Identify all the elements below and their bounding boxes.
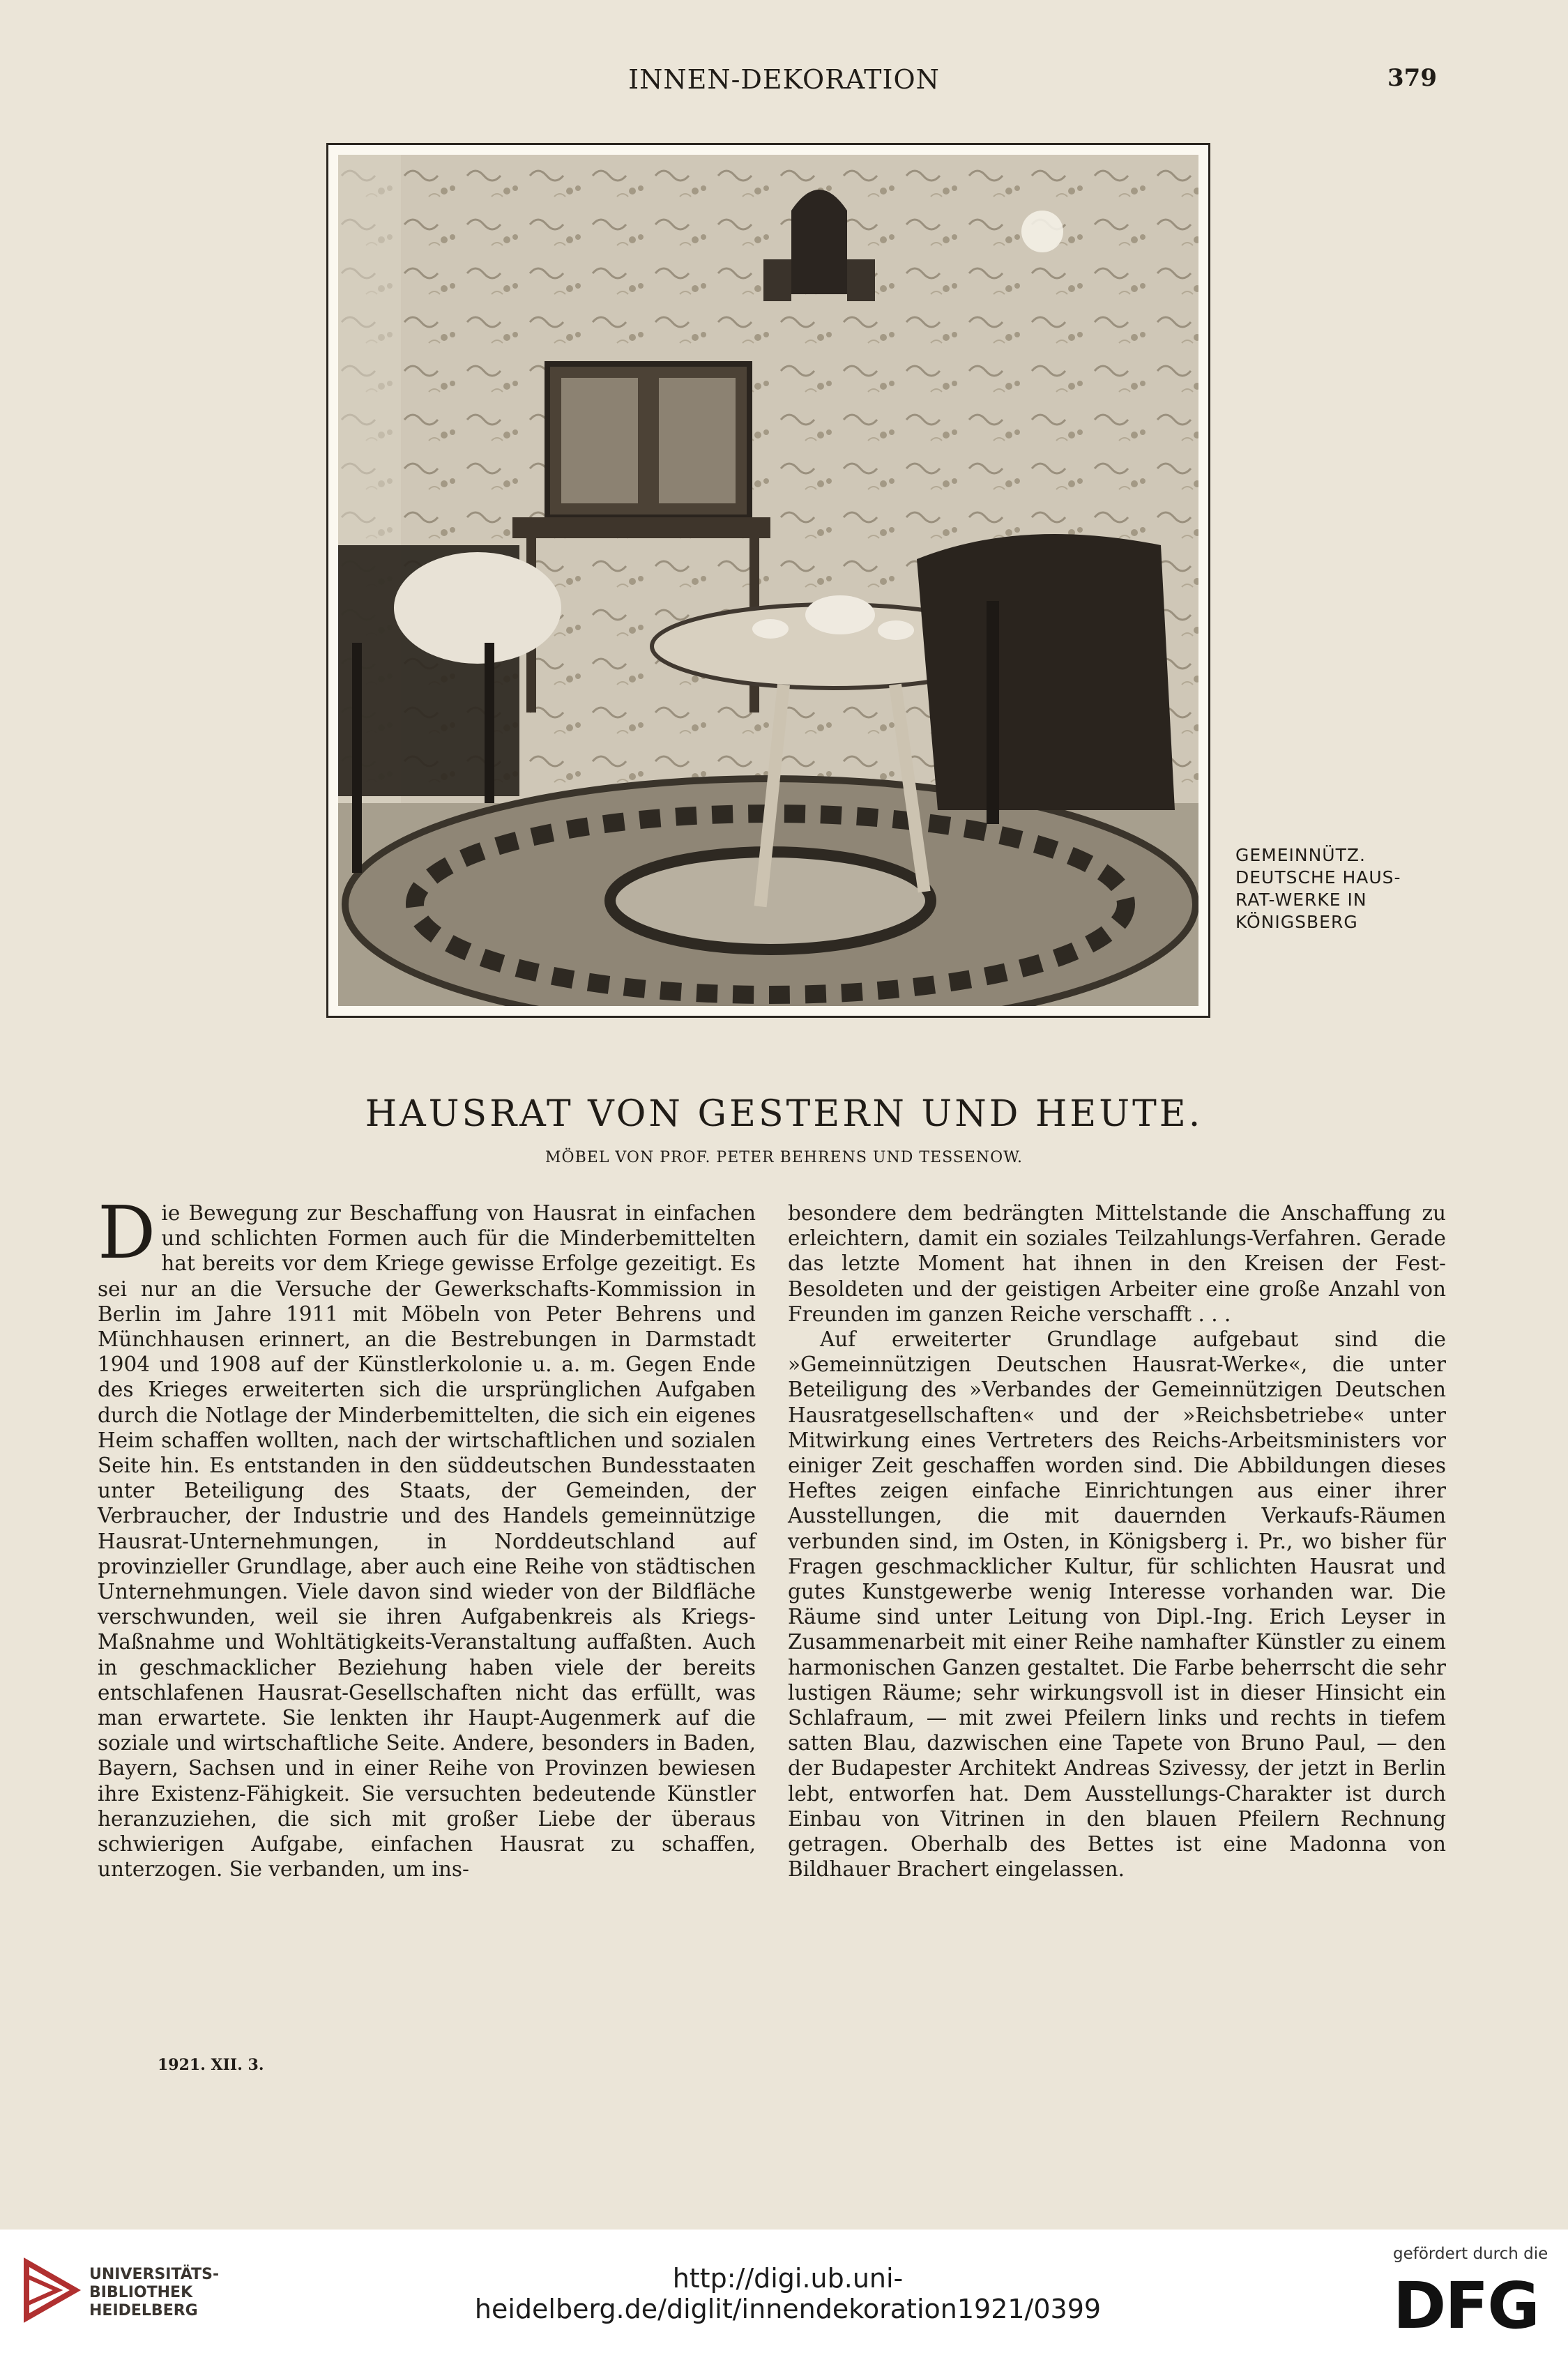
funding-note: gefördert durch die — [1393, 2245, 1548, 2263]
caption-line: RAT-WERKE IN — [1235, 890, 1367, 910]
room-photo-illustration — [338, 155, 1198, 1006]
university-logo-icon — [20, 2255, 82, 2335]
article-subtitle: MÖBEL VON PROF. PETER BEHRENS UND TESSENOW. — [545, 1149, 1023, 1166]
paragraph: besondere dem bedrängten Mittelstande die Anschaffung zu erleichtern, damit ein soziales Teilzahlungs-Verfahren. Gerade das letzte Moment hat ihnen in den Kreisen der Fest-Besoldeten und der geistigen Arbeiter eine große Anzahl von Freunden im ganzen Reiche verschafft . . . — [788, 1201, 1446, 1326]
interior-photo — [326, 143, 1210, 1018]
article-title: HAUSRAT VON GESTERN UND HEUTE. — [365, 1093, 1203, 1135]
text-column-left — [98, 1190, 756, 1882]
caption-line: DEUTSCHE HAUS- — [1235, 867, 1401, 887]
permalink-url[interactable]: http://digi.ub.uni-heidelberg.de/diglit/innendekoration1921/0399 — [474, 2263, 1102, 2324]
institution-line: UNIVERSITÄTS- — [89, 2266, 220, 2283]
institution-line: HEIDELBERG — [89, 2302, 198, 2319]
drop-cap: D — [98, 1190, 156, 1275]
dfg-logo: DFG — [1393, 2269, 1539, 2343]
institution-line: BIBLIOTHEK — [89, 2284, 193, 2301]
photo-caption — [1235, 844, 1445, 933]
paragraph: Auf erweiterter Grundlage aufgebaut sind die »Gemeinnützigen Deutschen Hausrat-Werke«, die unter Beteiligung des »Verbandes der Gemeinnützigen Deutschen Hausratgesellschaften« und der »Reichsbetriebe« unter Mitwirkung eines Vertreters des Reichs-Arbeitsministers vor einiger Zeit geschaffen worden sind. Die Abbildungen dieses Heftes zeigen einfache Einrichtungen aus einer ihrer Ausstellungen, die mit dauernden Verkaufs-Räumen verbunden sind, im Osten, in Königsberg i. Pr., wo bisher für Fragen geschmacklicher Kultur, für schlichten Hausrat und gutes Kunstgewerbe wenig Interesse vorhanden war. Die Räume sind unter Leitung von Dipl.-Ing. Erich Leyser in Zusammenarbeit mit einer Reihe namhafter Künstler zu einem harmonischen Ganzen gestaltet. Die Farbe beherrscht die sehr lustigen Räume; sehr wirkungsvoll ist in dieser Hinsicht ein Schlafraum, — mit zwei Pfeilern links und rechts in tiefem satten Blau, dazwischen eine Tapete von Bruno Paul, — den der Budapester Architekt Andreas Szivessy, der jetzt in Berlin lebt, entworfen hat. Dem Ausstellungs-Charakter ist durch Einbau von Vitrinen in den blauen Pfeilern Rechnung getragen. Oberhalb des Bettes ist eine Madonna von Bildhauer Brachert eingelassen. — [788, 1327, 1446, 1882]
page-number: 379 — [1387, 64, 1437, 92]
caption-line: KÖNIGSBERG — [1235, 912, 1358, 932]
caption-line: GEMEINNÜTZ. — [1235, 845, 1366, 865]
text-column-right — [788, 1201, 1446, 1882]
issue-code: 1921. XII. 3. — [158, 2056, 264, 2074]
paragraph: ie Bewegung zur Beschaffung von Hausrat in einfachen und schlichten Formen auch für die Minderbemittelten hat bereits vor dem Kriege gewisse Erfolge gezeitigt. Es sei nur an die Versuche der Gewerkschafts-Kommission in Berlin im Jahre 1911 mit Möbeln von Peter Behrens und Münchhausen erinnert, an die Bestrebungen in Darmstadt 1904 und 1908 auf der Künstlerkolonie u. a. m. Gegen Ende des Krieges erweiterten sich die ursprünglichen Aufgaben durch die Notlage der Minderbemittelten, die sich ein eigenes Heim schaffen wollten, nach der wirtschaftlichen und sozialen Seite hin. Es entstanden in den süddeutschen Bundesstaaten unter Beteiligung des Staats, der Gemeinden, der Verbraucher, der Industrie und des Handels gemeinnützige Hausrat-Unternehmungen, in Norddeutschland auf provinzieller Grundlage, aber auch eine Reihe von städtischen Unternehmungen. Viele davon sind wieder von der Bildfläche verschwunden, weil sie ihren Aufgabenkreis als Kriegs-Maßnahme und Wohltätigkeits-Veranstaltung auffaßten. Auch in geschmacklicher Beziehung haben viele der bereits entschlafenen Hausrat-Gesellschaften nicht das erfüllt, was man erwartete. Sie lenkten ihr Haupt-Augenmerk auf die soziale und wirtschaftliche Seite. Andere, besonders in Baden, Bayern, Sachsen und in einer Reihe von Provinzen bewiesen ihre Existenz-Fähigkeit. Sie versuchten bedeutende Künstler heranzuziehen, die sich mit großer Liebe der überaus schwierigen Aufgabe, einfachen Hausrat zu schaffen, unterzogen. Sie verbanden, um ins- — [98, 1201, 756, 1882]
running-header: INNEN-DEKORATION — [628, 64, 940, 95]
institution-name — [89, 2266, 219, 2320]
